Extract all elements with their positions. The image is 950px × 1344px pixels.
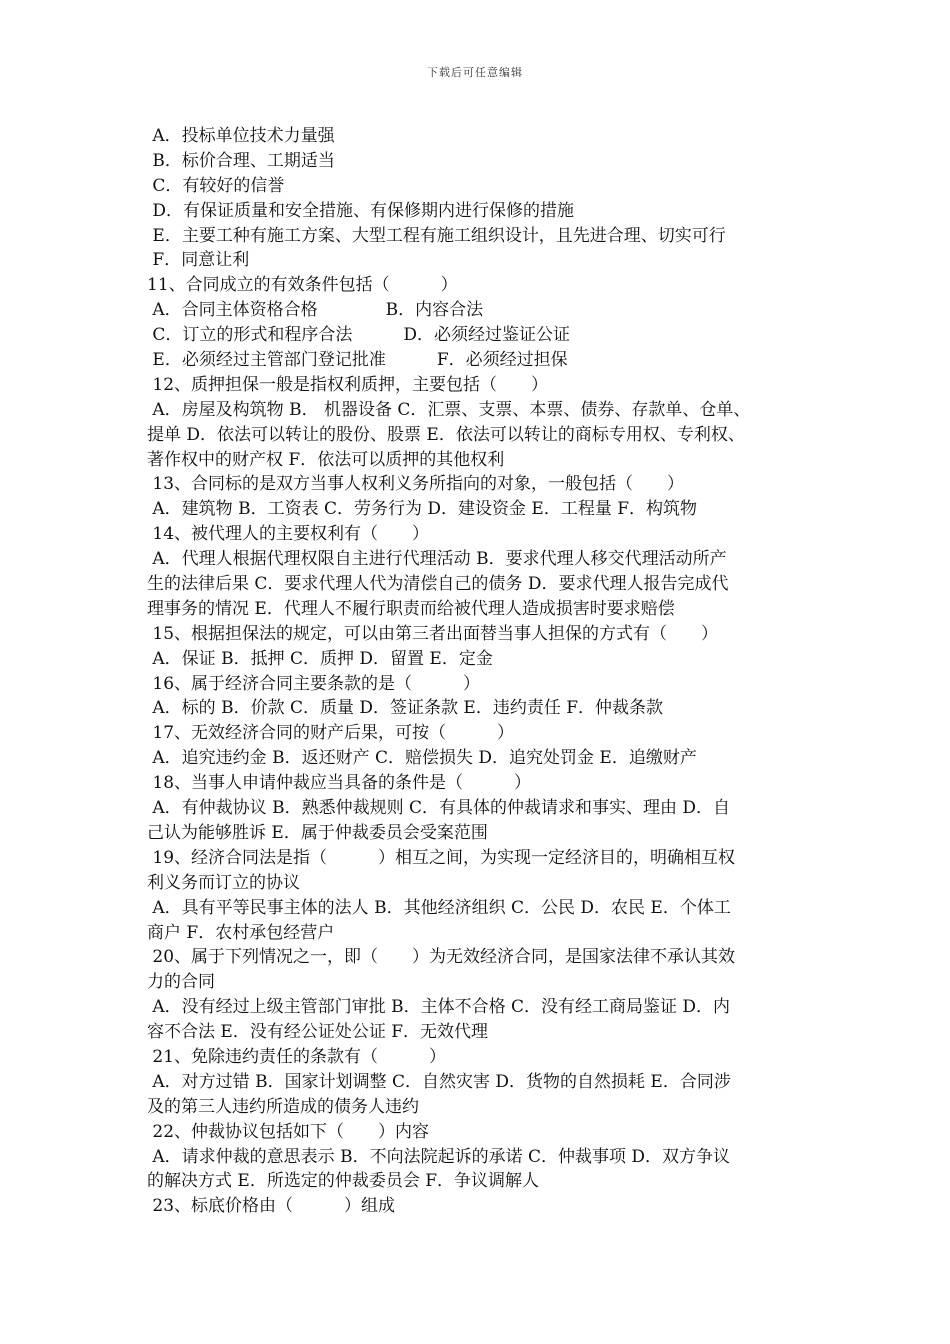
text-line: 11、合同成立的有效条件包括（ ） [147, 275, 458, 296]
text-line: A．投标单位技术力量强 [147, 126, 335, 146]
document-body [147, 124, 823, 1219]
text-line: 生的法律后果 C．要求代理人代为清偿自己的债务 D．要求代理人报告完成代 [147, 574, 729, 595]
text-line: A．有仲裁协议 B．熟悉仲裁规则 C．有具体的仲裁请求和事实、理由 D．自 [147, 798, 731, 819]
text-line: E．必须经过主管部门登记批准 F．必须经过担保 [147, 350, 568, 371]
text-line: 23、标底价格由（ ）组成 [147, 1196, 396, 1217]
text-line: F．同意让利 [147, 250, 250, 271]
text-line: A．合同主体资格合格 B．内容合法 [147, 300, 484, 321]
text-line: 及的第三人违约所造成的债务人违约 [147, 1096, 419, 1117]
page-header: 下载后可任意编辑 [427, 66, 523, 79]
text-line: A．对方过错 B．国家计划调整 C．自然灾害 D．货物的自然损耗 E．合同涉 [147, 1071, 731, 1092]
text-line: A．代理人根据代理权限自主进行代理活动 B．要求代理人移交代理活动所产 [147, 549, 727, 570]
text-line: 力的合同 [147, 972, 215, 993]
text-line: 18、当事人申请仲裁应当具备的条件是（ ） [147, 773, 532, 794]
text-line: A．房屋及构筑物 B． 机器设备 C．汇票、支票、本票、债券、存款单、仓单、 [147, 399, 751, 420]
text-line: 21、免除违约责任的条款有（ ） [147, 1046, 447, 1067]
text-line: E．主要工种有施工方案、大型工程有施工组织设计，且先进合理、切实可行 [147, 225, 726, 246]
text-line: 的解决方式 E．所选定的仲裁委员会 F．争议调解人 [147, 1171, 540, 1192]
text-line: 理事务的情况 E．代理人不履行职责而给被代理人造成损害时要求赔偿 [147, 598, 675, 619]
text-line: A．建筑物 B．工资表 C．劳务行为 D．建设资金 E．工程量 F．构筑物 [147, 499, 698, 520]
text-line: 商户 F．农村承包经营户 [147, 922, 335, 943]
text-line: 20、属于下列情况之一，即（ ）为无效经济合同，是国家法律不承认其效 [147, 947, 736, 968]
text-line: C．有较好的信誉 [147, 175, 285, 196]
text-line: A．追究违约金 B．返还财产 C．赔偿损失 D．追究处罚金 E．追缴财产 [147, 748, 697, 769]
text-line: 容不合法 E．没有经公证处公证 F．无效代理 [147, 1022, 489, 1043]
text-line: A．具有平等民事主体的法人 B．其他经济组织 C．公民 D．农民 E．个体工 [147, 897, 731, 918]
text-line: 己认为能够胜诉 E．属于仲裁委员会受案范围 [147, 822, 488, 843]
text-line: A．请求仲裁的意思表示 B．不向法院起诉的承诺 C．仲裁事项 D．双方争议 [147, 1146, 731, 1167]
text-line: A．保证 B．抵押 C．质押 D．留置 E．定金 [147, 648, 493, 669]
text-line: D．有保证质量和安全措施、有保修期内进行保修的措施 [147, 200, 575, 221]
text-line: 22、仲裁协议包括如下（ ）内容 [147, 1121, 430, 1142]
text-line: 著作权中的财产权 F．依法可以质押的其他权利 [147, 449, 505, 470]
text-line: 13、合同标的是双方当事人权利义务所指向的对象，一般包括（ ） [147, 474, 685, 495]
text-line: A．没有经过上级主管部门审批 B．主体不合格 C．没有经工商局鉴证 D．内 [147, 997, 731, 1018]
text-line: 19、经济合同法是指（ ）相互之间，为实现一定经济目的，明确相互权 [147, 847, 736, 868]
text-line: 14、被代理人的主要权利有（ ） [147, 524, 430, 545]
text-line: 17、无效经济合同的财产后果，可按（ ） [147, 723, 515, 744]
text-line: 16、属于经济合同主要条款的是（ ） [147, 673, 481, 694]
text-line: 15、根据担保法的规定，可以由第三者出面替当事人担保的方式有（ ） [147, 623, 719, 644]
text-line: 利义务而订立的协议 [147, 872, 300, 893]
text-line: 12、质押担保一般是指权利质押，主要包括（ ） [147, 374, 549, 395]
text-line: A．标的 B．价款 C．质量 D．签证条款 E．违约责任 F．仲裁条款 [147, 698, 664, 719]
text-line: 提单 D．依法可以转让的股份、股票 E．依法可以转让的商标专用权、专利权、 [147, 424, 745, 445]
text-line: C．订立的形式和程序合法 D．必须经过鉴证公证 [147, 325, 571, 346]
text-line: B．标价合理、工期适当 [147, 150, 335, 171]
